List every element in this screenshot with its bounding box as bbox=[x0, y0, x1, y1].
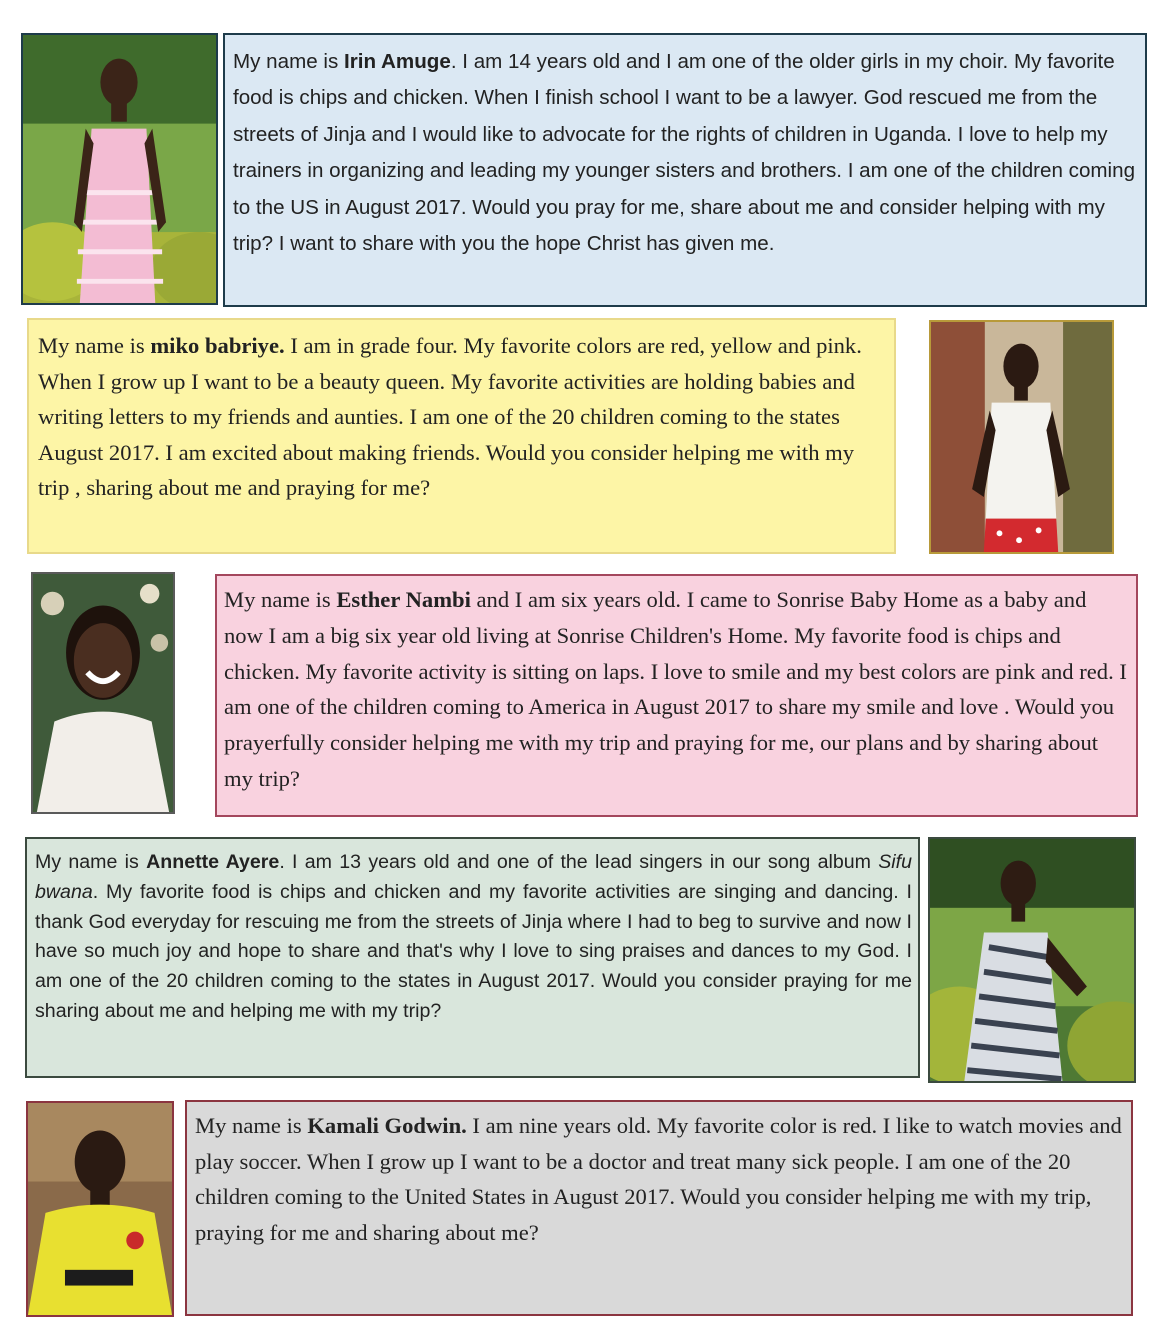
intro-text: My name is bbox=[224, 587, 337, 612]
bio-text-start: . I am 13 years old and one of the lead singers in our song album bbox=[279, 851, 879, 873]
child-name: Esther Nambi bbox=[336, 587, 471, 612]
boy-portrait-yellow-jersey-icon bbox=[28, 1103, 172, 1315]
album-title: Sifu bwana bbox=[35, 851, 912, 903]
bio-text: . I am 14 years old and I am one of the older girls in my choir. My favorite food is chips and chicken. When I finish school I want to be a lawyer. God rescued me from the streets of Jinja and I would like to advocate for the rights of children in Uganda. I love to help my trainers in organizing and leading my younger sisters and brothers. I am one of the children coming to the US in August 2017. Would you pray for me, share about me and consider helping with my trip? I want to share with you the hope Christ has given me. bbox=[233, 50, 1136, 256]
bio-text: . My favorite food is chips and chicken and my favorite activities are singing and dancing. I thank God everyday for rescuing me from the streets of Jinja where I had to beg to survive and now I have so much joy and hope to share and that's why I love to sing praises and dances to my God. I am one of the 20 children coming to the states in August 2017. Would you consider praying for me sharing about me and helping me with my trip? bbox=[35, 880, 912, 1022]
girl-portrait-smiling-icon bbox=[33, 574, 173, 812]
profile-kamali-godwin bbox=[185, 1100, 1133, 1316]
photo-annette-ayere bbox=[928, 837, 1136, 1083]
photo-esther-nambi bbox=[31, 572, 175, 814]
bio-text: and I am six years old. I came to Sonrise Baby Home as a baby and now I am a big six year old living at Sonrise Children's Home. My favorite food is chips and chicken. My favorite activity is sitting on laps. I love to smile and my best colors are pink and red. I am one of the children coming to America in August 2017 to share my smile and love . Would you prayerfully consider helping me with my trip and praying for me, our plans and by sharing about my trip? bbox=[224, 587, 1127, 791]
profile-text bbox=[38, 328, 886, 506]
photo-irin-amuge bbox=[21, 33, 218, 305]
girl-portrait-white-top-icon bbox=[931, 322, 1112, 552]
girl-portrait-striped-dress-icon bbox=[930, 839, 1134, 1081]
child-name: Kamali Godwin. bbox=[307, 1113, 467, 1138]
intro-text: My name is bbox=[195, 1113, 308, 1138]
profile-text bbox=[195, 1108, 1123, 1250]
intro-text: My name is bbox=[233, 50, 345, 73]
profile-esther-nambi bbox=[215, 574, 1138, 817]
profile-text bbox=[233, 44, 1137, 262]
profile-text bbox=[35, 848, 912, 1027]
profile-annette-ayere bbox=[25, 837, 920, 1078]
photo-kamali-godwin bbox=[26, 1101, 174, 1317]
intro-text: My name is bbox=[38, 333, 151, 358]
bio-text: I am nine years old. My favorite color is red. I like to watch movies and play soccer. When I grow up I want to be a doctor and treat many sick people. I am one of the 20 children coming to the United States in August 2017. Would you consider helping me with my trip, praying for me and sharing about me? bbox=[195, 1113, 1122, 1245]
bio-text: I am in grade four. My favorite colors are red, yellow and pink. When I grow up I want to be a beauty queen. My favorite activities are holding babies and writing letters to my friends and aunties. I am one of the 20 children coming to the states August 2017. I am excited about making friends. Would you consider helping me with my trip , sharing about me and praying for me? bbox=[38, 333, 862, 501]
photo-miko-babriye bbox=[929, 320, 1114, 554]
child-name: Annette Ayere bbox=[146, 851, 280, 873]
girl-portrait-pink-dress-icon bbox=[23, 35, 216, 303]
child-name: Irin Amuge bbox=[344, 50, 451, 73]
profile-miko-babriye bbox=[27, 318, 896, 554]
profile-irin-amuge bbox=[223, 33, 1147, 307]
child-name: miko babriye. bbox=[150, 333, 285, 358]
intro-text: My name is bbox=[35, 851, 147, 873]
profile-text bbox=[224, 582, 1128, 797]
